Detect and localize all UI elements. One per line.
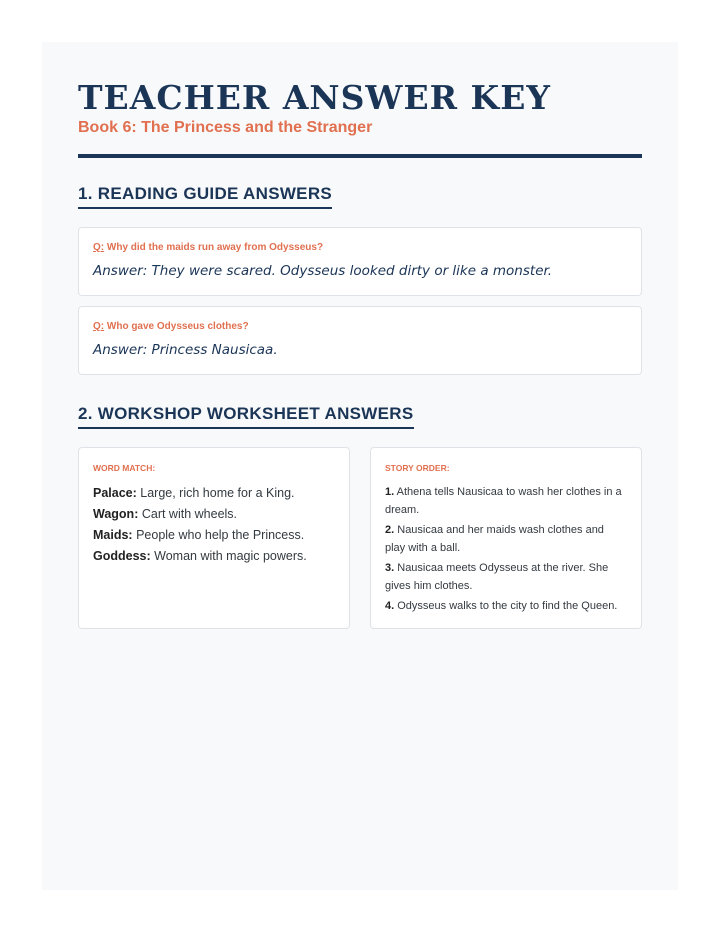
page-title: TEACHER ANSWER KEY xyxy=(78,78,551,117)
qa-card xyxy=(78,306,642,375)
answer-text: Answer: Princess Nausicaa. xyxy=(93,342,278,358)
match-term: Wagon: xyxy=(93,507,139,521)
story-order-item xyxy=(385,521,627,557)
match-term: Palace: xyxy=(93,486,137,500)
order-number: 4. xyxy=(385,600,395,612)
workshop-section xyxy=(78,403,642,629)
order-number: 2. xyxy=(385,524,395,536)
word-match-item xyxy=(93,483,335,504)
match-definition: Large, rich home for a King. xyxy=(140,486,295,500)
match-definition: Cart with wheels. xyxy=(141,507,238,521)
story-order-card xyxy=(370,447,642,629)
answer-text: Answer: They were scared. Odysseus looked dirty or like a monster. xyxy=(93,263,553,279)
story-order-item xyxy=(385,597,627,615)
word-match-card xyxy=(78,447,350,629)
order-text: Athena tells Nausicaa to wash her clothes in a dream. xyxy=(385,486,622,516)
question-text: Who gave Odysseus clothes? xyxy=(106,321,249,332)
page-content xyxy=(78,78,642,629)
page-subtitle: Book 6: The Princess and the Stranger xyxy=(78,119,373,136)
qa-card xyxy=(78,227,642,296)
word-match-item xyxy=(93,546,335,567)
word-match-label: WORD MATCH: xyxy=(93,463,156,473)
workshop-heading: 2. WORKSHOP WORKSHEET ANSWERS xyxy=(78,403,414,429)
question-line xyxy=(93,320,627,334)
order-number: 3. xyxy=(385,562,395,574)
question-prefix: Q: xyxy=(93,242,105,253)
story-order-item xyxy=(385,483,627,519)
order-text: Nausicaa meets Odysseus at the river. She gives him clothes. xyxy=(385,562,609,592)
word-match-item xyxy=(93,525,335,546)
story-order-item xyxy=(385,559,627,595)
match-definition: People who help the Princess. xyxy=(136,528,305,542)
match-definition: Woman with magic powers. xyxy=(154,549,307,563)
word-match-item xyxy=(93,504,335,525)
match-term: Maids: xyxy=(93,528,133,542)
story-order-list xyxy=(385,483,627,615)
match-term: Goddess: xyxy=(93,549,151,563)
document-page xyxy=(42,42,678,890)
title-divider xyxy=(78,154,642,158)
word-match-list xyxy=(93,483,335,567)
reading-guide-heading: 1. READING GUIDE ANSWERS xyxy=(78,183,332,209)
question-prefix: Q: xyxy=(93,321,105,332)
order-number: 1. xyxy=(385,486,395,498)
question-text: Why did the maids run away from Odysseus? xyxy=(106,242,324,253)
order-text: Odysseus walks to the city to find the Queen. xyxy=(397,600,618,612)
reading-guide-section xyxy=(78,183,642,375)
story-order-label: STORY ORDER: xyxy=(385,463,450,473)
workshop-columns xyxy=(78,447,642,629)
order-text: Nausicaa and her maids wash clothes and play with a ball. xyxy=(385,524,604,554)
question-line xyxy=(93,241,627,255)
